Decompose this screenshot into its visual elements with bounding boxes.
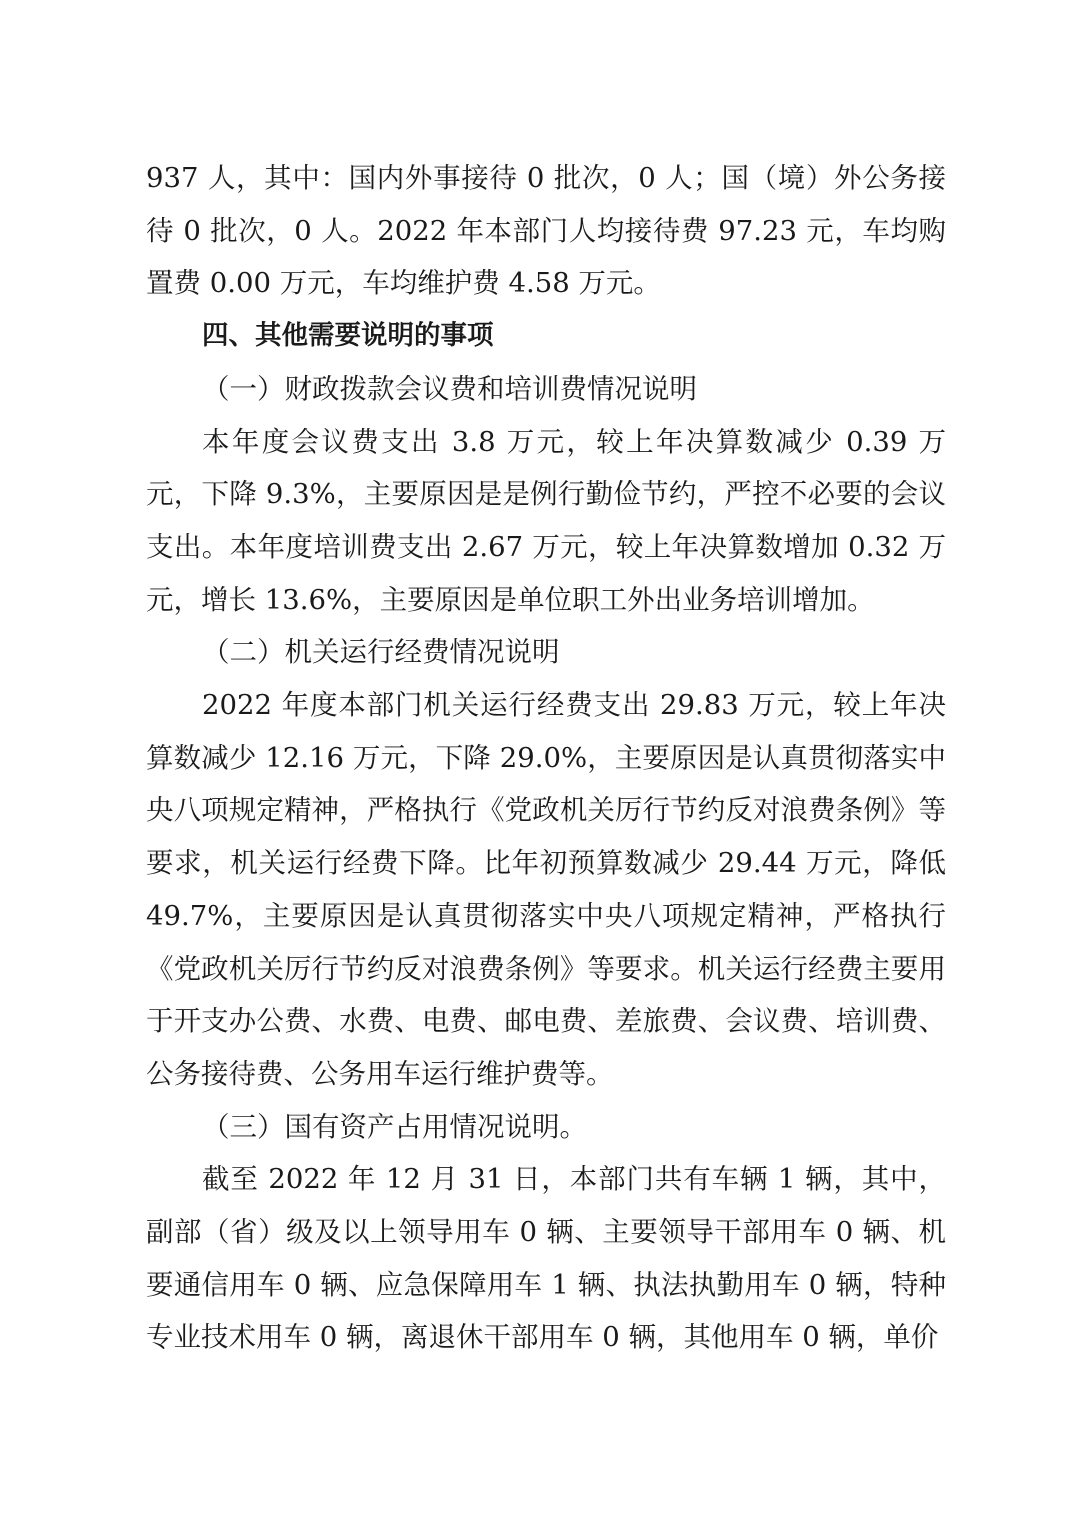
section-heading-other-matters: 四、其他需要说明的事项 [202, 320, 494, 352]
paragraph-operating-expenses: 2022 年度本部门机关运行经费支出 29.83 万元，较上年决算数减少 12.16 万元，下降 29.0%，主要原因是认真贯彻落实中央八项规定精神，严格执行《党政机关厉行节约反对浪费条例》等要求，机关运行经费下降。比年初预算数减少 29.44 万元，降低 49.7%，主要原因是认真贯彻落实中央八项规定精神，严格执行《党政机关厉行节约反对浪费条例》等要求。机关运行经费主要用于开支办公费、水费、电费、邮电费、差旅费、会议费、培训费、公务接待费、公务用车运行维护费等。 [146, 689, 946, 1090]
paragraph-reception-continued: 937 人，其中：国内外事接待 0 批次，0 人；国（境）外公务接待 0 批次，0 人。2022 年本部门人均接待费 97.23 元，车均购置费 0.00 万元，车均维护费 4.58 万元。 [146, 162, 946, 300]
subheading-meeting-training: （一）财政拨款会议费和培训费情况说明 [202, 372, 697, 405]
paragraph-state-assets: 截至 2022 年 12 月 31 日，本部门共有车辆 1 辆，其中，副部（省）级及以上领导用车 0 辆、主要领导干部用车 0 辆、机要通信用车 0 辆、应急保障用车 1 辆、执法执勤用车 0 辆，特种专业技术用车 0 辆，离退休干部用车 0 辆，其他用车 0 辆，单价 [146, 1163, 946, 1354]
paragraph-meeting-training: 本年度会议费支出 3.8 万元，较上年决算数减少 0.39 万元，下降 9.3%，主要原因是是例行勤俭节约，严控不必要的会议支出。本年度培训费支出 2.67 万元，较上年决算数增加 0.32 万元，增长 13.6%，主要原因是单位职工外出业务培训增加。 [146, 425, 946, 616]
document-body [146, 152, 946, 1364]
subheading-state-assets: （三）国有资产占用情况说明。 [202, 1110, 587, 1143]
subheading-operating-expenses: （二）机关运行经费情况说明 [202, 636, 560, 669]
